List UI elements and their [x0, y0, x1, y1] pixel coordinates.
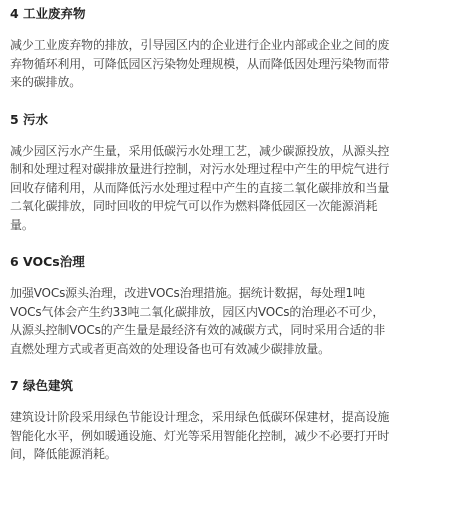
paragraph-line: VOCs气体会产生约33吨二氧化碳排放，园区内VOCs的治理必不可少， [10, 304, 385, 319]
section-paragraph [10, 408, 448, 464]
paragraph-line: 制和处理过程对碳排放量进行控制，对污水处理过程中产生的甲烷气进行 [10, 162, 390, 176]
section-heading: 6 VOCs治理 [10, 254, 85, 269]
paragraph-line: 直燃处理方式或者更高效的处理设备也可有效减少碳排放量。 [10, 341, 330, 356]
section-heading: 4 工业废弃物 [10, 6, 86, 21]
paragraph-line: 从源头控制VOCs的产生量是最经济有效的减碳方式，同时采用合适的非 [10, 323, 386, 337]
section-paragraph [10, 284, 448, 358]
paragraph-line: 加强VOCs源头治理，改进VOCs治理措施。据统计数据，每处理1吨 [10, 286, 365, 300]
paragraph-line: 量。 [10, 217, 34, 232]
paragraph-line: 来的碳排放。 [10, 75, 82, 89]
section-heading: 7 绿色建筑 [10, 378, 74, 393]
paragraph-line: 二氧化碳排放，同时回收的甲烷气可以作为燃料降低园区一次能源消耗 [10, 199, 378, 213]
section-industrial-waste [10, 6, 448, 92]
paragraph-line: 建筑设计阶段采用绿色节能设计理念，采用绿色低碳环保建材，提高设施 [10, 410, 390, 424]
paragraph-line: 弃物循环利用，可降低园区污染物处理规模，从而降低因处理污染物而带 [10, 56, 390, 71]
section-paragraph [10, 36, 448, 92]
section-vocs [10, 254, 448, 358]
paragraph-line: 减少园区污水产生量，采用低碳污水处理工艺，减少碳源投放，从源头控 [10, 143, 390, 158]
section-wastewater [10, 112, 448, 235]
section-heading: 5 污水 [10, 111, 49, 127]
section-paragraph [10, 142, 448, 235]
paragraph-line: 间，降低能源消耗。 [10, 447, 117, 461]
paragraph-line: 减少工业废弃物的排放，引导园区内的企业进行企业内部或企业之间的废 [10, 38, 390, 52]
paragraph-line: 回收存储利用，从而降低污水处理过程中产生的直接二氧化碳排放和当量 [10, 180, 390, 195]
section-green-building [10, 378, 448, 464]
paragraph-line: 智能化水平，例如暖通设施、灯光等采用智能化控制，减少不必要打开时 [10, 428, 390, 443]
